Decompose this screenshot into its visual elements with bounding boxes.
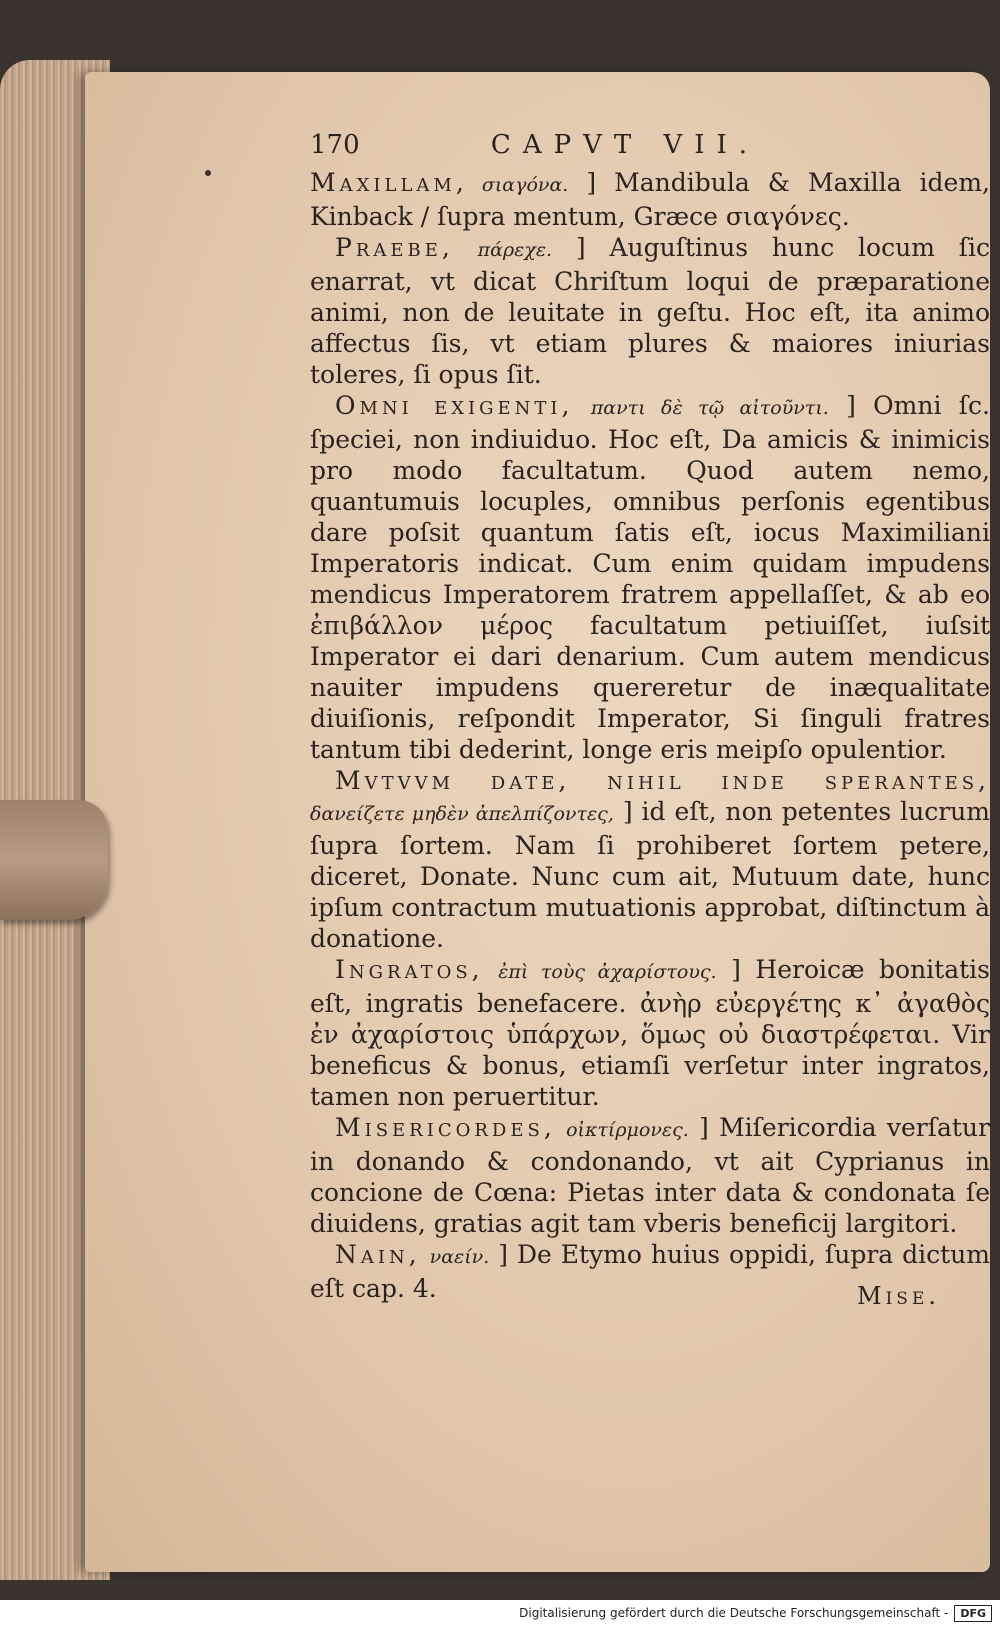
paragraph-misericordes — [310, 1112, 990, 1239]
lemma: Omni exigenti, — [335, 391, 574, 420]
paragraph-text: ] Omni ſc. ſpeciei, non indiuiduo. Hoc eſt, Da amicis & inimicis pro modo facultatum. Quod autem nemo, quantumuis locuples, omnibus perſonis egentibus dare poſsit quantum ſatis eſt, iocus Maximiliani Imperatoris indicat. Cum enim quidam impudens mendicus Imperatorem fratrem appellaſſet, & ab eo ἐπιβάλλον μέρος facultatum petiuiſſet, iuſsit Imperator ei dari denarium. Cum autem mendicus nauiter impudens quereretur de inæqualitate diuiſionis, reſpondit Imperator, Si ſinguli fratres tantum tibi dederint, longe eris meipſo opulentior. — [310, 391, 990, 764]
paragraph-omni-exigenti — [310, 390, 990, 765]
lemma: Misericordes, — [335, 1113, 556, 1142]
paragraph-praebe — [310, 232, 990, 390]
chapter-title: CAPVT VII. — [490, 130, 760, 160]
greek-term: δανείζετε μηδὲν ἀπελπίζοντες, — [310, 803, 614, 825]
digitization-footer — [0, 1600, 1000, 1626]
lemma: Maxillam — [310, 168, 456, 197]
page-text — [310, 130, 990, 1304]
lemma: Nain, — [335, 1240, 421, 1269]
lemma: Praebe, — [335, 233, 454, 262]
paragraph-text: ] Heroicæ bonitatis eſt, ingratis benefacere. ἀνὴρ εὐεργέτης κ᾽ ἀγαθὸς ἐν ἀχαρίστοις ὑπάρχων, ὅμως οὐ διαστρέφεται. Vir beneficus & bonus, etiamſi verſetur inter ingratos, tamen non peruertitur. — [310, 955, 991, 1111]
dfg-logo: DFG — [954, 1605, 992, 1622]
greek-term: πάρεχε. — [477, 239, 553, 261]
paragraph-text: ] Mandibula & Maxilla idem, Kinback / ſupra mentum, Græce σιαγόνες. — [310, 168, 990, 231]
paragraph-text: ] id eſt, non petentes lucrum ſupra ſortem. Nam ſi prohiberet ſortem petere, diceret, Donate. Nunc cum ait, Mutuum date, hunc ipſum contractum mutuationis approbat, diſtinctum à donatione. — [310, 797, 990, 953]
greek-term: παντι δὲ τῷ αἰτοῦντι. — [590, 397, 829, 419]
paragraph-text: ] Auguſtinus hunc locum ſic enarrat, vt dicat Chriſtum loqui de præparatione animi, non de leuitate in geſtu. Hoc eſt, ita animo affectus ſis, vt etiam plures & maiores iniurias toleres, ſi opus ſit. — [310, 233, 990, 389]
footer-credit: Digitalisierung gefördert durch die Deutsche Forschungsgemeinschaft - — [519, 1606, 949, 1620]
greek-term: ἐπὶ τοὺς ἀχαρίστους. — [498, 961, 717, 983]
paragraph-ingratos — [310, 954, 990, 1112]
greek-term: σιαγόνα. — [481, 174, 569, 196]
catchword: Mise. — [857, 1282, 940, 1310]
paragraph-mutuum-date — [310, 765, 990, 954]
running-head — [310, 130, 990, 161]
greek-term: οἰκτίρμονες. — [566, 1119, 689, 1141]
paragraph-text: ] De Etymo huius oppidi, ſupra dictum eſt cap. 4. — [310, 1240, 990, 1303]
lemma: Mvtvvm date, nihil inde sperantes, — [335, 766, 990, 795]
clasp-strap — [0, 800, 108, 920]
margin-dot — [205, 170, 211, 176]
paragraph-text: ] Miſericordia verſatur in donando & condonando, vt ait Cyprianus in concione de Cœna: Pietas inter data & condonata ſe diuidens, gratias agit tam vberis beneficij largitori. — [310, 1113, 990, 1238]
greek-term: ναείν. — [429, 1246, 490, 1268]
lemma: Ingratos, — [335, 955, 484, 984]
page-number: 170 — [310, 130, 360, 160]
paragraph-maxillam: Maxillam, σιαγόνα. ] Mandibula & Maxilla idem, Kinback / ſupra mentum, Græce σιαγόνες. — [310, 168, 990, 231]
